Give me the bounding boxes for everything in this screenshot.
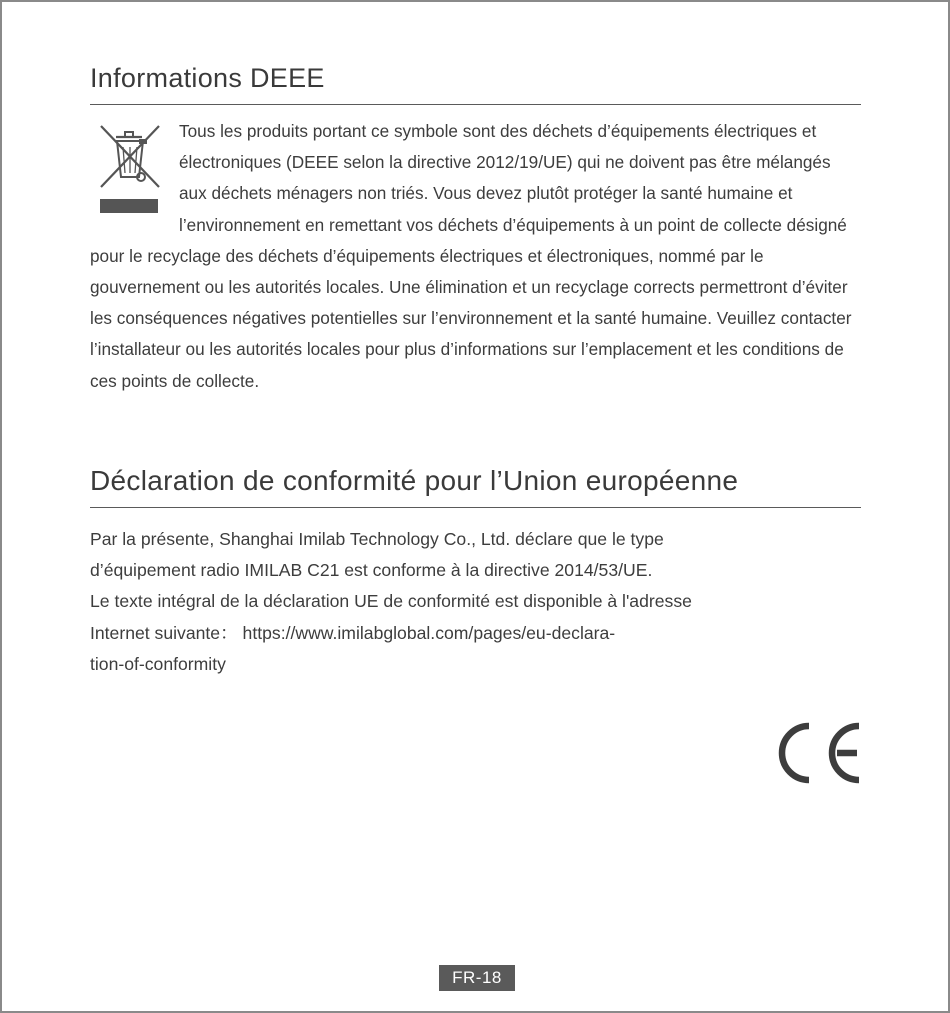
- declaration-line: Par la présente, Shanghai Imilab Technology Co., Ltd. déclare que le type: [90, 529, 664, 549]
- title-divider: [90, 507, 861, 508]
- declaration-paragraph: [90, 524, 862, 680]
- declaration-url-line: tion-of-conformity: [90, 653, 226, 674]
- weee-paragraph: [90, 116, 862, 397]
- ce-mark-icon: [777, 722, 863, 784]
- declaration-line: Le texte intégral de la déclaration UE de conformité est disponible à l'adresse: [90, 591, 692, 612]
- declaration-url-line: Internet suivante： https://www.imilabglobal.com/pages/eu-declara-: [90, 622, 616, 643]
- weee-section-title: Informations DEEE: [90, 63, 325, 93]
- declaration-line: d’équipement radio IMILAB C21 est conforme à la directive 2014/53/UE.: [90, 560, 653, 581]
- title-divider: [90, 104, 861, 105]
- page-number-badge: FR-18: [439, 965, 515, 991]
- weee-body-text: Tous les produits portant ce symbole sont des déchets d’équipements électriques et électroniques (DEEE selon la directive 2012/19/UE) qui ne doivent pas être mélangés aux déchets ménagers non triés. Vous devez plutôt protéger la santé humaine et l’environnement en remettant vos déchets d’équipements à un point de collecte désigné pour le recyclage des déchets d’équipements électriques et électroniques, nommé par le gouvernement ou les autorités locales. Une élimination et un recyclage corrects permettront d’éviter les conséquences négatives potentielles sur l’environnement et la santé humaine. Veuillez contacter l’installateur ou les autorités locales pour plus d’informations sur l’emplacement et les conditions de ces points de collecte.: [90, 121, 852, 391]
- icon-float-spacer: [90, 116, 179, 240]
- declaration-section-title: Déclaration de conformité pour l’Union européenne: [90, 465, 739, 496]
